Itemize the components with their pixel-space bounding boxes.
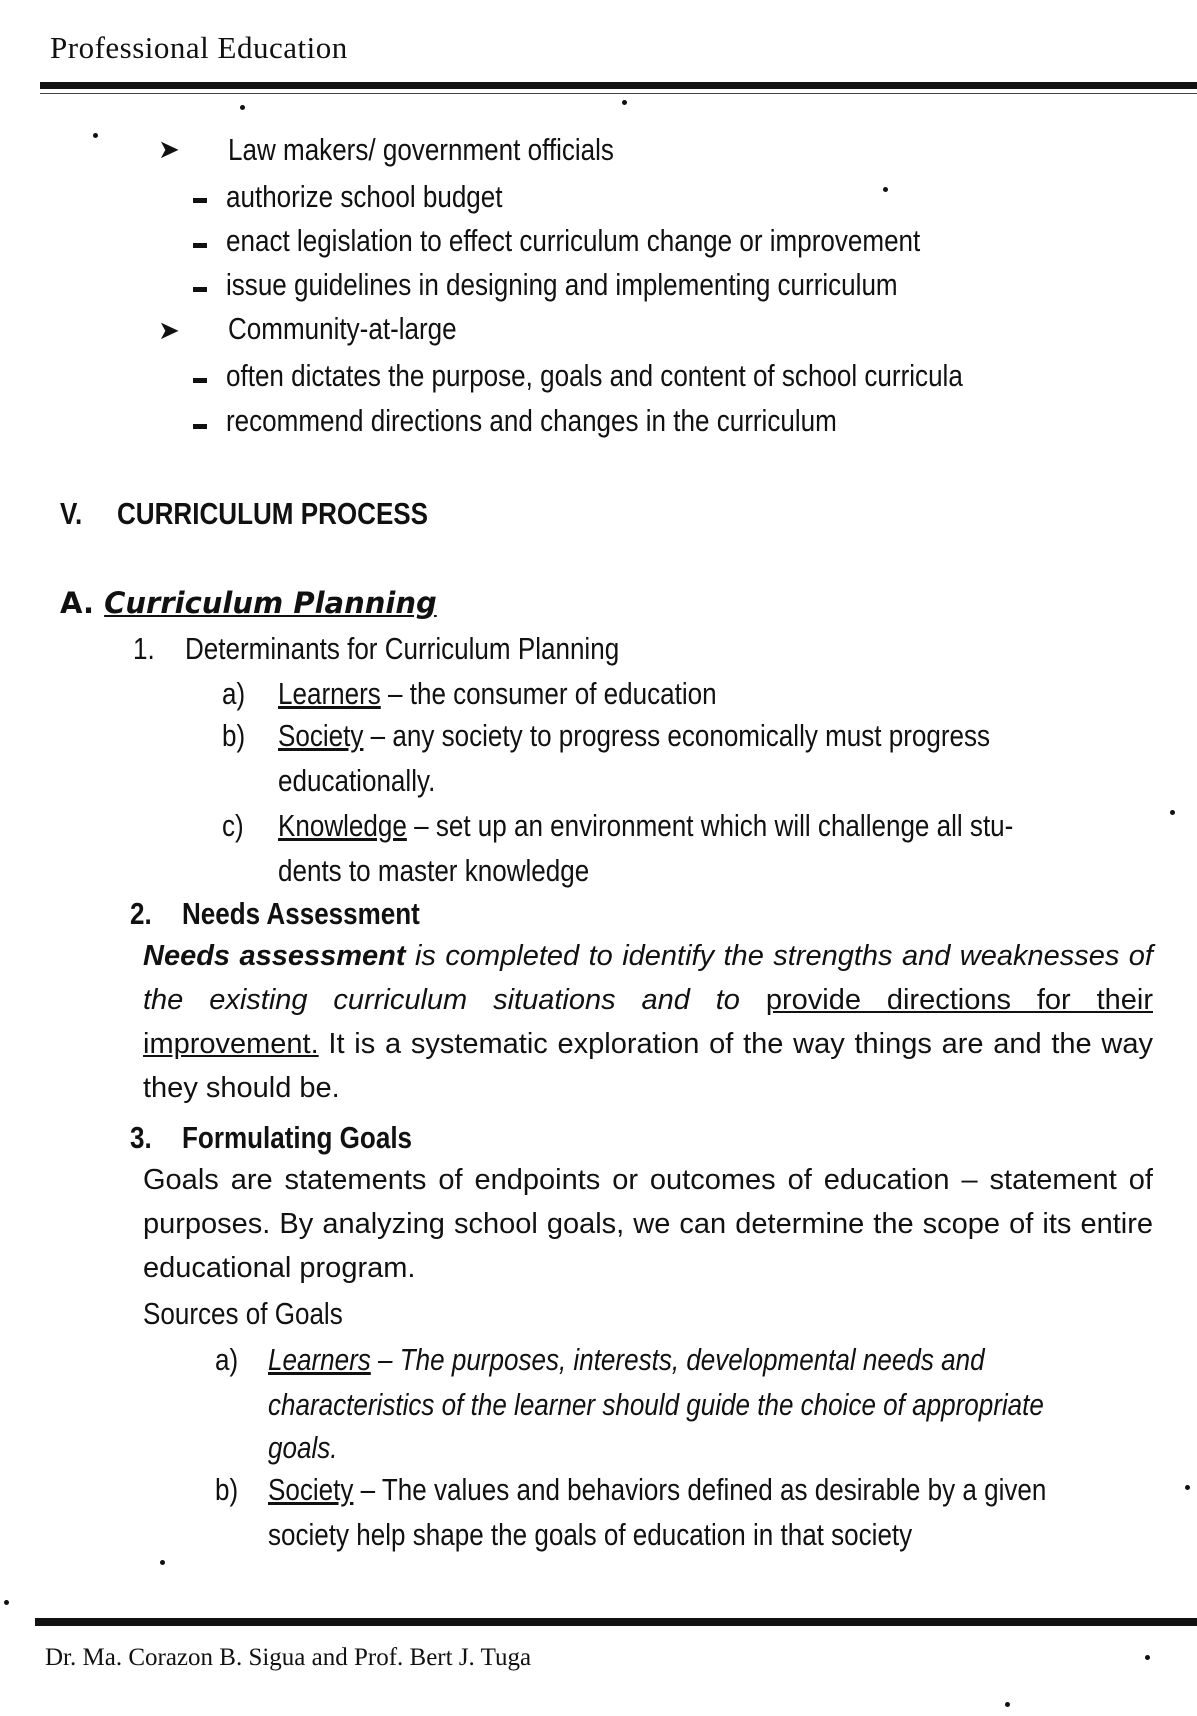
list-item: issue guidelines in designing and implementing curriculum — [226, 267, 898, 302]
running-header: Professional Education — [50, 30, 348, 65]
dash-bullet-icon — [193, 243, 207, 248]
list-item: enact legislation to effect curriculum change or improvement — [226, 223, 921, 258]
list-item: often dictates the purpose, goals and content of school curricula — [226, 358, 963, 393]
footer-authors: Dr. Ma. Corazon B. Sigua and Prof. Bert J. Tuga — [45, 1644, 532, 1671]
section-number: V. — [60, 496, 83, 531]
needs-paragraph: Needs assessment is completed to identify the strengths and weaknesses of the existing curriculum situations and to provide directions for their improvement. It is a systematic exploration of the way things are and the way they should be. — [143, 940, 1154, 1104]
scan-speck — [883, 187, 888, 192]
list-item: Knowledge – set up an environment which will challenge all stu- — [278, 808, 1014, 843]
list-item: Learners – The purposes, interests, developmental needs and — [268, 1342, 985, 1377]
subsection-letter: A. — [60, 586, 94, 620]
arrow-bullet-icon: ➤ — [158, 316, 180, 346]
list-item-continuation: goals. — [268, 1430, 338, 1465]
item-heading: Formulating Goals — [182, 1120, 413, 1155]
sources-heading: Sources of Goals — [143, 1296, 343, 1331]
stakeholder-label: Community-at-large — [228, 311, 457, 346]
subsection-heading — [60, 586, 437, 620]
list-marker: a) — [215, 1342, 239, 1377]
list-term: Knowledge — [278, 808, 407, 843]
list-marker: c) — [222, 808, 244, 843]
scan-speck — [1185, 1485, 1190, 1490]
scan-speck — [622, 100, 627, 105]
list-item: Society – The values and behaviors defined as desirable by a given — [268, 1472, 1047, 1507]
list-item-continuation: educationally. — [278, 763, 436, 798]
list-item-continuation: society help shape the goals of education in that society — [268, 1517, 913, 1552]
list-item: authorize school budget — [226, 179, 503, 214]
scan-speck — [160, 1560, 165, 1565]
list-item: recommend directions and changes in the curriculum — [226, 403, 837, 438]
arrow-bullet-icon: ➤ — [158, 135, 180, 165]
list-item: Society – any society to progress economically must progress — [278, 718, 991, 753]
scan-speck — [240, 105, 245, 110]
list-term: Society — [268, 1472, 354, 1507]
item-heading: Determinants for Curriculum Planning — [185, 631, 620, 666]
list-item-continuation: characteristics of the learner should guide the choice of appropriate — [268, 1387, 1044, 1422]
paragraph-term: Needs assessment — [143, 940, 406, 972]
stakeholder-label: Law makers/ government officials — [228, 132, 614, 167]
list-marker: a) — [222, 676, 246, 711]
list-term: Learners — [278, 676, 381, 711]
item-heading: Needs Assessment — [182, 896, 420, 931]
subsection-title: Curriculum Planning — [104, 586, 437, 620]
section-title: CURRICULUM PROCESS — [117, 496, 429, 531]
scan-speck — [1145, 1655, 1150, 1660]
list-term: Learners — [268, 1342, 371, 1377]
list-term: Society — [278, 718, 364, 753]
header-rule — [40, 82, 1197, 89]
scan-speck — [1170, 810, 1175, 815]
footer-rule — [35, 1618, 1197, 1626]
scan-speck — [1005, 1702, 1010, 1707]
dash-bullet-icon — [193, 378, 207, 383]
underlined-phrase: provide directions for their improvement. — [143, 984, 1154, 1060]
scan-speck — [93, 133, 98, 138]
header-rule-thin — [40, 93, 1197, 94]
goals-paragraph: Goals are statements of endpoints or outcomes of education – statement of purposes. By analyzing school goals, we can determine the scope of its entire educational program. — [143, 1164, 1153, 1284]
item-number: 2. — [130, 896, 152, 931]
item-number: 3. — [130, 1120, 152, 1155]
list-marker: b) — [215, 1472, 239, 1507]
dash-bullet-icon — [193, 424, 207, 429]
list-item-continuation: dents to master knowledge — [278, 853, 590, 888]
scan-speck — [4, 1600, 9, 1605]
list-item: Learners – the consumer of education — [278, 676, 717, 711]
item-number: 1. — [133, 631, 155, 666]
dash-bullet-icon — [193, 198, 207, 203]
list-marker: b) — [222, 718, 246, 753]
dash-bullet-icon — [193, 287, 207, 292]
